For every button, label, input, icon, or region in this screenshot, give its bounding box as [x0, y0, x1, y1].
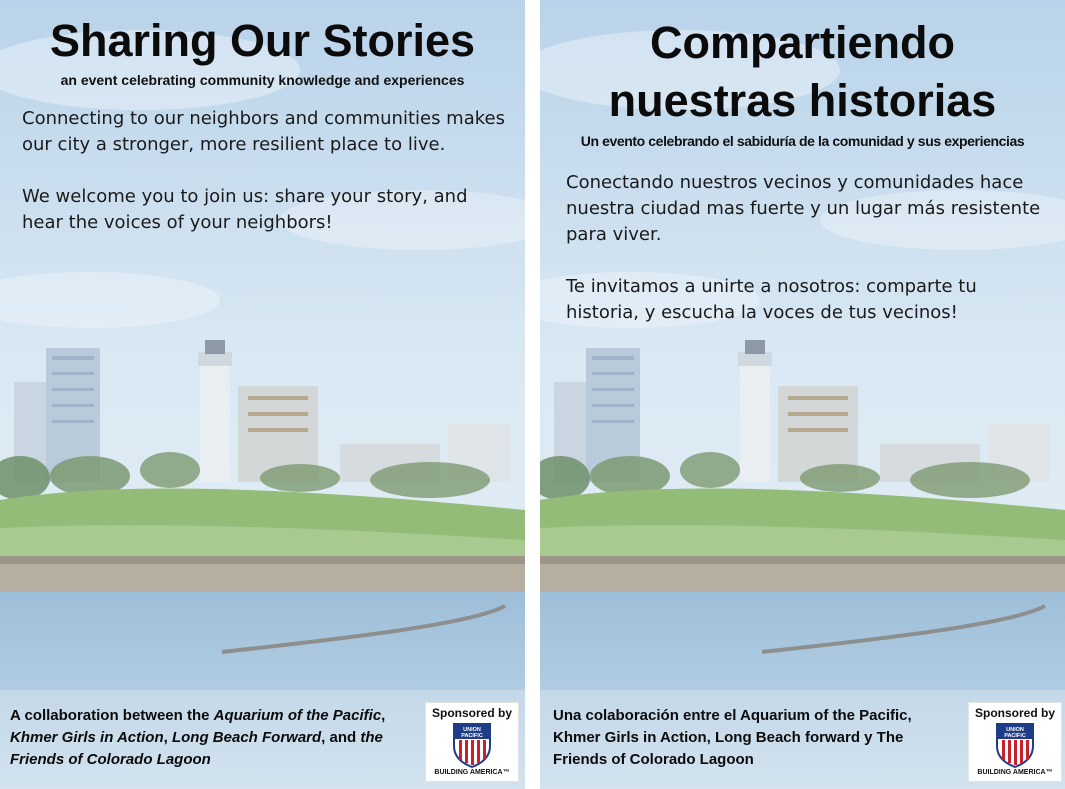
- collab-prefix: A collaboration between the: [10, 707, 214, 724]
- sponsor-badge: [425, 702, 519, 782]
- collab-org-khmer-girls: Khmer Girls in Action: [10, 729, 164, 746]
- english-flyer-panel: [0, 0, 525, 789]
- collab-separator: ,: [381, 707, 386, 724]
- sponsor-tagline: BUILDING AMERICA™: [977, 769, 1053, 776]
- sponsor-badge: [968, 702, 1062, 782]
- union-pacific-shield-icon: [995, 722, 1035, 768]
- logo-pacific-text: PACIFIC: [461, 733, 483, 739]
- event-title-line: nuestras historias: [608, 75, 997, 126]
- event-title-line: Compartiendo: [649, 17, 955, 68]
- sponsor-tagline: BUILDING AMERICA™: [434, 769, 510, 776]
- collab-org-colorado-lagoon: the Friends of Colorado Lagoon: [10, 729, 383, 768]
- logo-union-text: UNION: [1006, 727, 1024, 733]
- spanish-flyer-panel: [540, 0, 1065, 789]
- event-description: [22, 106, 512, 236]
- description-paragraph: Connecting to our neighbors and communities makes our city a stronger, more resilient place to live.: [22, 108, 505, 155]
- event-description: [566, 170, 1046, 326]
- logo-union-text: UNION: [463, 727, 481, 733]
- event-title: Sharing Our Stories: [49, 15, 476, 66]
- sponsor-label: Sponsored by: [974, 706, 1055, 720]
- sponsor-label: Sponsored by: [431, 706, 512, 720]
- event-subtitle: Un evento celebrando el sabiduría de la comunidad y sus experiencias: [580, 133, 1025, 149]
- logo-pacific-text: PACIFIC: [1004, 733, 1026, 739]
- collaboration-credits: [10, 705, 410, 771]
- description-paragraph: Conectando nuestros vecinos y comunidades hace nuestra ciudad mas fuerte y un lugar más resistente para viver.: [566, 172, 1041, 245]
- collab-org-aquarium: Aquarium of the Pacific: [213, 707, 382, 724]
- invitation-paragraph: Te invitamos a unirte a nosotros: comparte tu historia, y escucha la voces de tus vecinos!: [566, 276, 977, 323]
- event-title: [540, 14, 1065, 130]
- invitation-paragraph: We welcome you to join us: share your story, and hear the voices of your neighbors!: [22, 186, 468, 233]
- collab-org-long-beach-forward: Long Beach Forward: [171, 729, 322, 746]
- collab-separator: ,: [163, 729, 172, 746]
- union-pacific-shield-icon: [452, 722, 492, 768]
- event-subtitle: an event celebrating community knowledge and experiences: [60, 72, 465, 88]
- collaboration-credits: Una colaboración entre el Aquarium of the Pacific, Khmer Girls in Action, Long Beach forward y The Friends of Colorado Lagoon: [553, 707, 912, 768]
- collab-separator: , and: [321, 729, 361, 746]
